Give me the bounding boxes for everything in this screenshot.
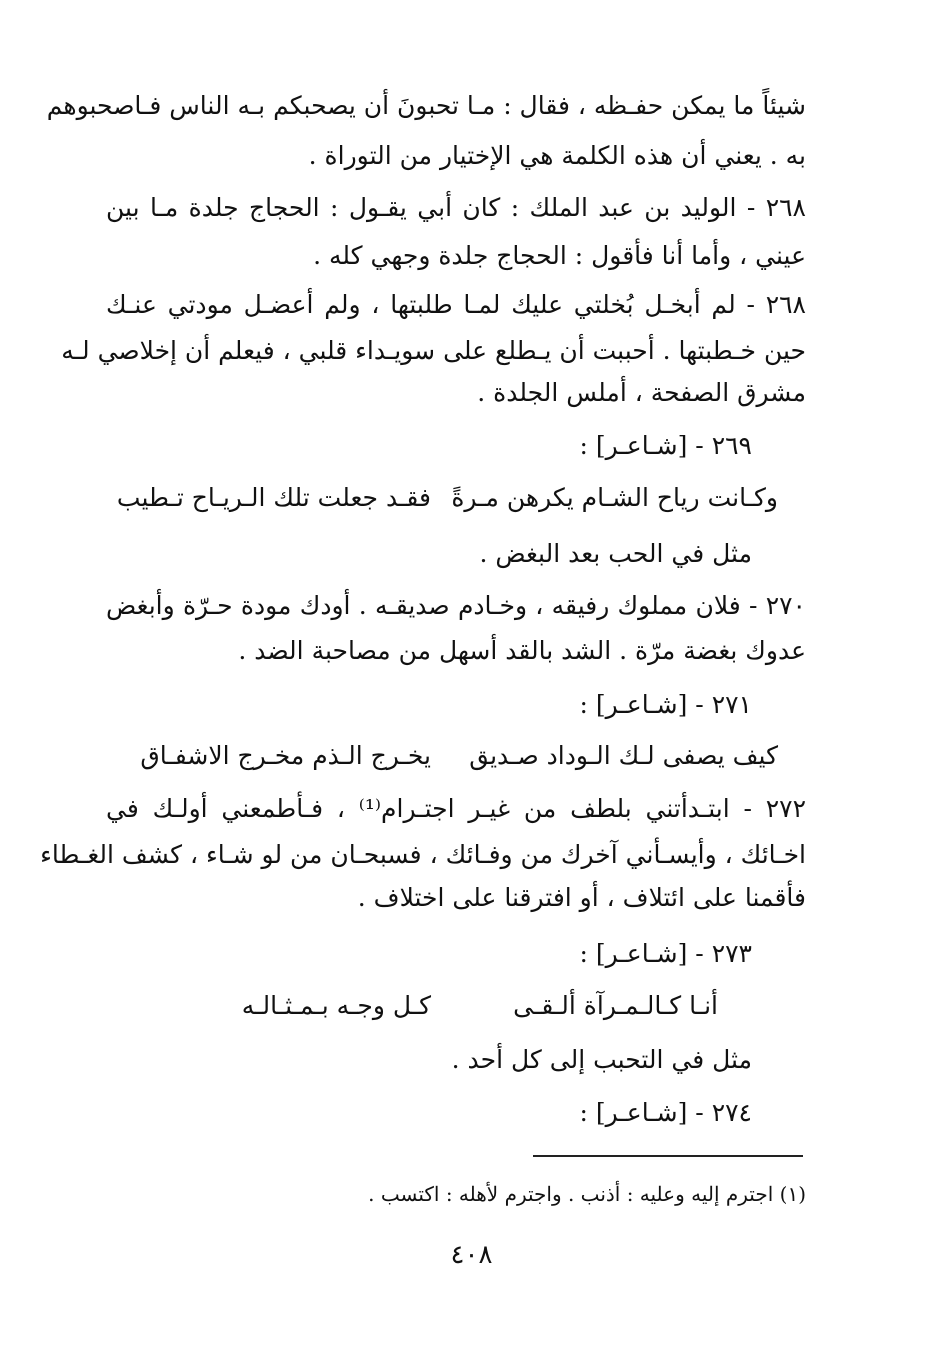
text-line: ٢٧٠ - فلان مملوك رفيقه ، وخـادم صديقـه . أودك مودة حـرّة وأبغض	[106, 591, 806, 620]
verse-first-hemistich: كيف يصفى لـك الـوداد صـديق	[469, 741, 778, 770]
text-line: فأقمنا على ائتلاف ، أو افترقنا على اختلاف .	[357, 883, 806, 912]
text-line: شيئاً ما يمكن حفـظه ، فقال : مـا تحبونَ أن يصحبكم بـه الناس فـاصحبوهم	[46, 91, 806, 120]
verse-second-hemistich: كـل وجـه بـمـثـالـه	[241, 991, 431, 1020]
text-line: عدوك بغضة مرّة . الشد بالقد أسهل من مصاحبة الضد .	[238, 636, 806, 665]
text-line: مثل في الحب بعد البغض .	[479, 539, 752, 568]
entry-heading: ٢٧٤ - [شـاعـر] :	[579, 1098, 752, 1127]
page-number: ٤٠٨	[450, 1240, 493, 1270]
text-line: مثل في التحبب إلى كل أحد .	[451, 1045, 752, 1074]
verse-first-hemistich: وكـانت رياح الشـام يكرهن مـرةً	[451, 483, 778, 512]
verse-first-hemistich: أنـا كـالـمـرآة ألـقـى	[513, 991, 718, 1020]
footnote: (١) اجترم إليه وعليه : أذنب . واجترم لأهله : اكتسب .	[368, 1182, 806, 1206]
footnote-separator	[533, 1155, 803, 1157]
verse-second-hemistich: يخـرج الـذم مخـرج الاشفـاق	[140, 741, 431, 770]
entry-heading: ٢٧٣ - [شـاعـر] :	[579, 939, 752, 968]
entry-heading: ٢٧١ - [شـاعـر] :	[579, 690, 752, 719]
text-line: ٢٦٨ - لم أبخـل بُخلتي عليك لمـا طلبتها ، ولم أعضـل مودتي عنـك	[106, 290, 806, 319]
text-line: مشرق الصفحة ، أملس الجلدة .	[477, 378, 806, 407]
text-line: حين خـطبتها . أحببت أن يـطلع على سويـداء قلبي ، فيعلم أن إخلاصي لـه	[61, 336, 806, 365]
text-line: به . يعني أن هذه الكلمة هي الإختيار من التوراة .	[308, 141, 806, 170]
text-line: ٢٦٨ - الوليد بن عبد الملك : كان أبي يقـول : الحجاج جلدة مـا بين	[106, 193, 806, 222]
text-line: اخـائك ، وأيسـأني آخرك من وفـائك ، فسبحـان من لو شـاء ، كشف الغـطاء	[40, 840, 806, 869]
verse-second-hemistich: فقـد جعلت تلك الـريـاح تـطيب	[116, 483, 431, 512]
entry-heading: ٢٦٩ - [شـاعـر] :	[579, 431, 752, 460]
text-line: ٢٧٢ - ابتـدأتني بلطف من غيـر اجتـرام⁽¹⁾ ، فـأطمعني أولـك في	[106, 794, 807, 823]
text-line: عيني ، وأما أنا فأقول : الحجاج جلدة وجهي كله .	[313, 241, 806, 270]
